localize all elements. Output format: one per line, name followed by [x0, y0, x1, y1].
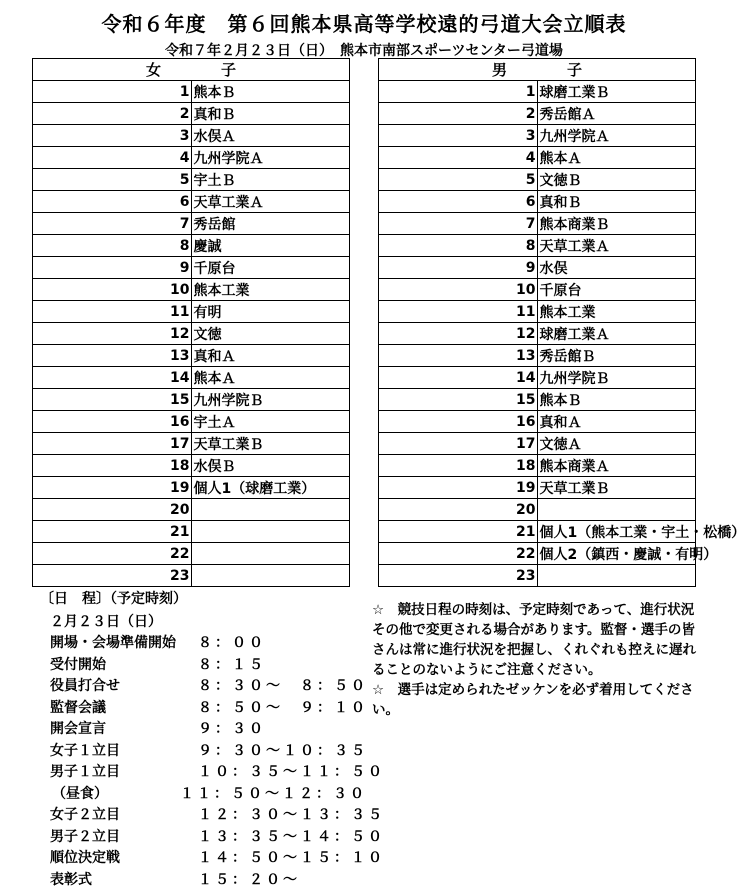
women-team-name: 水俣Ｂ: [191, 455, 350, 477]
schedule-item: [40, 870, 187, 891]
schedule-item-label: 受付開始: [50, 655, 106, 677]
schedule-item-label: 開場・会場準備開始: [50, 633, 176, 655]
women-row-number: 2: [33, 103, 192, 125]
women-row-number: 19: [33, 477, 192, 499]
women-table-row: [33, 455, 350, 477]
schedule-item: [40, 719, 187, 741]
schedule-item-time: ９：３０: [198, 719, 266, 741]
women-team-name: 有明: [191, 301, 350, 323]
men-row-number: 20: [379, 499, 538, 521]
men-team-name: 九州学院Ｂ: [537, 367, 696, 389]
men-team-name: [537, 565, 696, 587]
women-team-name: [191, 521, 350, 543]
men-row-number: 11: [379, 301, 538, 323]
schedule-item: [40, 633, 187, 655]
schedule-item-label: 順位決定戦: [50, 848, 120, 870]
women-table-row: [33, 521, 350, 543]
men-team-name: 熊本商業Ａ: [537, 455, 696, 477]
women-table-row: [33, 147, 350, 169]
women-table-row: [33, 257, 350, 279]
men-table-row: [379, 279, 696, 301]
women-team-name: 九州学院Ｂ: [191, 389, 350, 411]
men-team-name: 熊本工業: [537, 301, 696, 323]
women-table-row: [33, 433, 350, 455]
women-row-number: 21: [33, 521, 192, 543]
men-row-number: 7: [379, 213, 538, 235]
women-row-number: 1: [33, 81, 192, 103]
women-row-number: 16: [33, 411, 192, 433]
men-team-name: 天草工業Ａ: [537, 235, 696, 257]
schedule-item: [40, 848, 187, 870]
schedule-item-time: １１：５０～１２：３０: [180, 784, 367, 806]
women-row-number: 18: [33, 455, 192, 477]
women-row-number: 13: [33, 345, 192, 367]
schedule-item-time: ８：３０～ ８：５０: [198, 676, 368, 698]
men-row-number: 6: [379, 191, 538, 213]
men-team-name: 個人2（鎮西・慶誠・有明）: [537, 543, 696, 565]
page-subtitle: 令和７年２月２３日（日） 熊本市南部スポーツセンター弓道場: [0, 40, 728, 60]
men-team-name: 熊本Ａ: [537, 147, 696, 169]
schedule-item: [40, 676, 187, 698]
men-table-row: [379, 345, 696, 367]
women-row-number: 6: [33, 191, 192, 213]
schedule-item-label: 女子２立目: [50, 805, 120, 827]
men-table-row: [379, 147, 696, 169]
men-row-number: 5: [379, 169, 538, 191]
women-team-name: 天草工業Ａ: [191, 191, 350, 213]
women-team-name: [191, 565, 350, 587]
schedule-item-time: ８：１５: [198, 655, 266, 677]
women-table-row: [33, 103, 350, 125]
women-row-number: 10: [33, 279, 192, 301]
notes: [372, 600, 702, 720]
men-row-number: 16: [379, 411, 538, 433]
men-table-row: [379, 433, 696, 455]
schedule-item-label: 役員打合せ: [50, 676, 120, 698]
women-table-row: [33, 235, 350, 257]
men-table-row: [379, 565, 696, 587]
women-table-row: [33, 125, 350, 147]
women-table-row: [33, 279, 350, 301]
women-row-number: 20: [33, 499, 192, 521]
men-row-number: 8: [379, 235, 538, 257]
men-row-number: 19: [379, 477, 538, 499]
schedule-item: [40, 762, 187, 784]
women-team-name: [191, 543, 350, 565]
women-table-row: [33, 389, 350, 411]
women-order-table: [32, 58, 350, 587]
men-row-number: 1: [379, 81, 538, 103]
schedule-item-time: １４：５０～１５：１０: [198, 848, 385, 870]
schedule-item-label: 監督会議: [50, 698, 106, 720]
schedule-item-label: 男子２立目: [50, 827, 120, 849]
women-table-row: [33, 323, 350, 345]
women-team-name: 真和Ａ: [191, 345, 350, 367]
schedule-item-label: 表彰式: [50, 870, 92, 891]
men-team-name: 秀岳館Ａ: [537, 103, 696, 125]
schedule-item-label: 男子１立目: [50, 762, 120, 784]
women-team-name: 熊本工業: [191, 279, 350, 301]
men-row-number: 14: [379, 367, 538, 389]
men-table-row: [379, 367, 696, 389]
men-team-name: 秀岳館Ｂ: [537, 345, 696, 367]
women-team-name: 九州学院Ａ: [191, 147, 350, 169]
schedule-item: [40, 655, 187, 677]
schedule-date: ２月２３日（日）: [50, 611, 187, 631]
women-team-name: 天草工業Ｂ: [191, 433, 350, 455]
women-table-row: [33, 477, 350, 499]
men-team-name: 球磨工業Ａ: [537, 323, 696, 345]
men-table-row: [379, 191, 696, 213]
schedule-item-label: 開会宣言: [50, 719, 106, 741]
men-order-table: [378, 58, 696, 587]
women-team-name: 宇土Ａ: [191, 411, 350, 433]
women-table-row: [33, 213, 350, 235]
women-row-number: 9: [33, 257, 192, 279]
schedule-item: [40, 805, 187, 827]
women-header: 女子: [33, 59, 350, 81]
men-table-row: [379, 499, 696, 521]
men-table-row: [379, 521, 696, 543]
schedule-item: [40, 784, 187, 806]
men-table-row: [379, 323, 696, 345]
women-table-row: [33, 81, 350, 103]
men-table-row: [379, 477, 696, 499]
women-team-name: 熊本Ｂ: [191, 81, 350, 103]
men-team-name: [537, 499, 696, 521]
note-bib: ☆ 選手は定められたゼッケンを必ず着用してください。: [372, 680, 702, 720]
men-table-row: [379, 103, 696, 125]
men-team-name: 天草工業Ｂ: [537, 477, 696, 499]
men-table-row: [379, 301, 696, 323]
schedule-item: [40, 827, 187, 849]
schedule-heading: 〔日 程〕（予定時刻）: [40, 588, 187, 608]
women-team-name: 個人1（球磨工業）: [191, 477, 350, 499]
men-team-name: 個人1（熊本工業・宇土・松橋）: [537, 521, 696, 543]
men-team-name: 真和Ｂ: [537, 191, 696, 213]
schedule-item: [40, 741, 187, 763]
women-team-name: 真和Ｂ: [191, 103, 350, 125]
men-team-name: 球磨工業Ｂ: [537, 81, 696, 103]
women-team-name: [191, 499, 350, 521]
page-title: 令和６年度 第６回熊本県高等学校遠的弓道大会立順表: [0, 8, 728, 37]
men-header: 男子: [379, 59, 696, 81]
men-table-row: [379, 389, 696, 411]
schedule-item-time: １３：３５～１４：５０: [198, 827, 385, 849]
men-row-number: 12: [379, 323, 538, 345]
men-team-name: 千原台: [537, 279, 696, 301]
women-table-row: [33, 411, 350, 433]
women-team-name: 文徳: [191, 323, 350, 345]
schedule-item-time: １０：３５～１１：５０: [198, 762, 385, 784]
schedule-item-time: １５：２０～: [198, 870, 300, 891]
women-row-number: 23: [33, 565, 192, 587]
women-team-name: 秀岳館: [191, 213, 350, 235]
men-row-number: 9: [379, 257, 538, 279]
men-row-number: 4: [379, 147, 538, 169]
men-team-name: 真和Ａ: [537, 411, 696, 433]
women-row-number: 11: [33, 301, 192, 323]
women-table-row: [33, 301, 350, 323]
schedule-item-time: ９：３０～１０：３５: [198, 741, 368, 763]
women-table-row: [33, 543, 350, 565]
women-row-number: 14: [33, 367, 192, 389]
women-row-number: 17: [33, 433, 192, 455]
men-table-row: [379, 257, 696, 279]
schedule-item-label: （昼食）: [52, 784, 108, 806]
men-row-number: 3: [379, 125, 538, 147]
schedule: [40, 588, 187, 891]
men-team-name: 熊本Ｂ: [537, 389, 696, 411]
women-row-number: 4: [33, 147, 192, 169]
women-team-name: 水俣Ａ: [191, 125, 350, 147]
men-row-number: 22: [379, 543, 538, 565]
men-team-name: 熊本商業Ｂ: [537, 213, 696, 235]
schedule-item-time: ８：５０～ ９：１０: [198, 698, 368, 720]
men-row-number: 17: [379, 433, 538, 455]
men-table-row: [379, 455, 696, 477]
women-row-number: 12: [33, 323, 192, 345]
schedule-item-time: ８：００: [198, 633, 266, 655]
men-row-number: 10: [379, 279, 538, 301]
men-row-number: 13: [379, 345, 538, 367]
women-team-name: 慶誠: [191, 235, 350, 257]
men-row-number: 23: [379, 565, 538, 587]
women-row-number: 8: [33, 235, 192, 257]
men-table-row: [379, 81, 696, 103]
women-row-number: 15: [33, 389, 192, 411]
women-table-row: [33, 191, 350, 213]
men-team-name: 水俣: [537, 257, 696, 279]
women-table-row: [33, 169, 350, 191]
women-table-row: [33, 345, 350, 367]
women-team-name: 熊本Ａ: [191, 367, 350, 389]
women-table-row: [33, 367, 350, 389]
men-row-number: 18: [379, 455, 538, 477]
men-row-number: 21: [379, 521, 538, 543]
men-team-name: 文徳Ｂ: [537, 169, 696, 191]
women-row-number: 22: [33, 543, 192, 565]
men-table-row: [379, 543, 696, 565]
women-team-name: 千原台: [191, 257, 350, 279]
men-row-number: 2: [379, 103, 538, 125]
women-row-number: 7: [33, 213, 192, 235]
men-table-row: [379, 235, 696, 257]
schedule-item-label: 女子１立目: [50, 741, 120, 763]
men-table-row: [379, 213, 696, 235]
note-schedule: ☆ 競技日程の時刻は、予定時刻であって、進行状況その他で変更される場合があります。監督・選手の皆さんは常に進行状況を把握し、くれぐれも控えに遅れることのないようにご注意ください。: [372, 600, 702, 680]
men-table-row: [379, 125, 696, 147]
men-team-name: 文徳Ａ: [537, 433, 696, 455]
schedule-item: [40, 698, 187, 720]
men-table-row: [379, 169, 696, 191]
men-team-name: 九州学院Ａ: [537, 125, 696, 147]
men-table-row: [379, 411, 696, 433]
women-table-row: [33, 565, 350, 587]
women-row-number: 3: [33, 125, 192, 147]
women-table-row: [33, 499, 350, 521]
schedule-item-time: １２：３０～１３：３５: [198, 805, 385, 827]
women-row-number: 5: [33, 169, 192, 191]
women-team-name: 宇土Ｂ: [191, 169, 350, 191]
men-row-number: 15: [379, 389, 538, 411]
